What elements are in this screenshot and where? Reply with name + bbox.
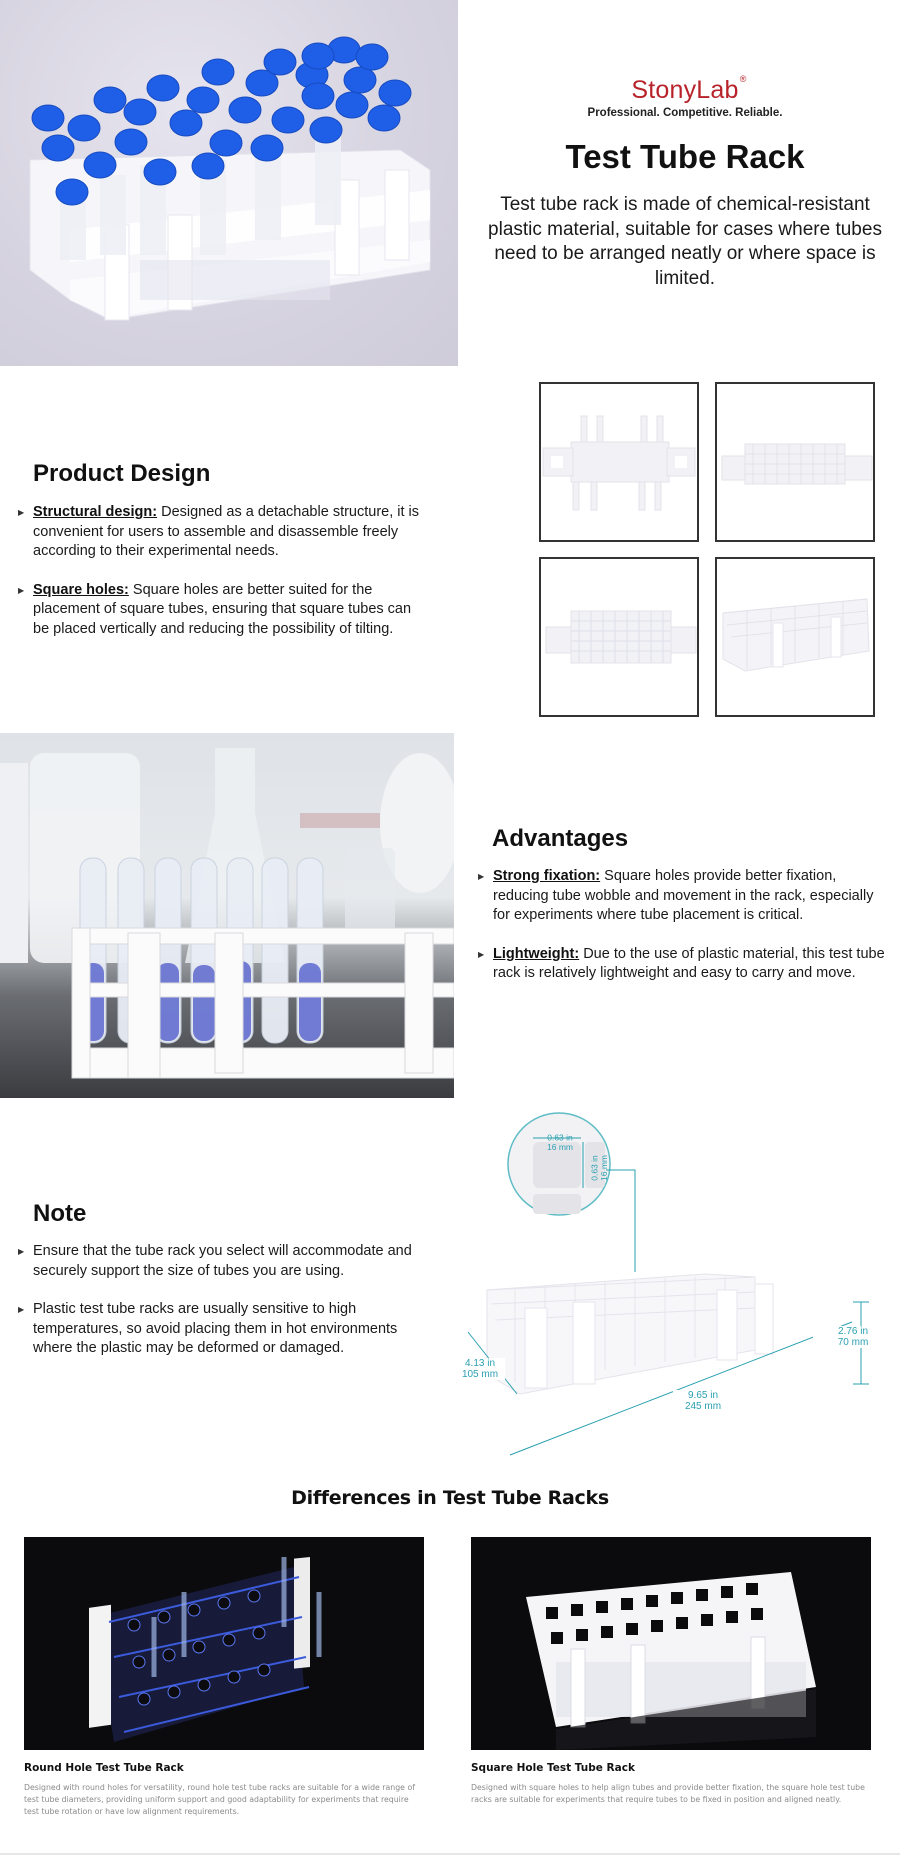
bullet-label: Structural design: [33,504,158,520]
bullet-triangle-icon: ▶ [18,508,25,517]
brand-logo [470,76,900,119]
square-hole-rack-illustration [471,1537,871,1750]
gallery-image-assembled-panels [539,557,699,717]
square-hole-rack-image [471,1537,871,1750]
advantages-title: Advantages [492,825,629,852]
bullet-text: Ensure that the tube rack you select will accommodate and securely support the size of tubes you are using. [33,1243,412,1279]
gallery-image-partial [715,382,875,542]
bullet-text: Designed as a detachable structure, it is convenient for users to assemble and disassemble freely according to their experimental needs. [33,504,420,559]
advantages-list [478,867,893,1003]
note-title: Note [33,1200,87,1227]
hole-width-label: 0.63 in 16 mm [547,1133,573,1153]
product-design-title: Product Design [33,460,211,487]
list-item [18,1300,423,1359]
square-hole-rack-description: Designed with square holes to help align tubes and provide better fixation, the square hole test tube racks are suitable for experiments that require tubes to be fixed in position and aligned neatly. [471,1783,865,1804]
rack-parts-flat-illustration [541,384,697,540]
bullet-text: Plastic test tube racks are usually sensitive to high temperatures, so avoid placing them in hot environments where the plastic may be deformed or damaged. [33,1301,398,1356]
round-hole-rack-name: Round Hole Test Tube Rack [24,1762,184,1774]
hero-product-image [0,0,458,366]
page-title: Test Tube Rack [565,138,805,175]
list-item [18,503,423,562]
product-design-list [18,503,423,658]
bullet-triangle-icon: ▶ [18,585,25,595]
round-hole-rack-illustration [24,1537,424,1750]
rack-side-panels-illustration [541,559,697,715]
hero-description: Test tube rack is made of chemical-resistant plastic material, suitable for cases where tubes need to be arranged neatly or where space is limited. [488,194,882,289]
height-label: 2.76 in 70 mm [813,1326,893,1348]
note-list [18,1242,423,1378]
dimension-diagram [455,1112,900,1462]
bullet-label: Strong fixation: [493,868,601,884]
bullet-triangle-icon: ▶ [478,949,485,959]
brand-tagline: Professional. Competitive. Reliable. [587,107,783,119]
rack-full-assembly-illustration [717,559,873,715]
bullet-triangle-icon: ▶ [18,1247,25,1256]
bullet-triangle-icon: ▶ [18,1305,25,1314]
registered-mark: ® [739,74,747,84]
bullet-label: Lightweight: [493,945,580,962]
list-item [18,1242,423,1281]
lab-photo [0,733,454,1098]
length-label: 9.65 in 245 mm [673,1390,733,1412]
list-item [18,581,423,640]
width-label: 4.13 in 105 mm [455,1358,505,1380]
square-hole-rack-name: Square Hole Test Tube Rack [471,1762,635,1774]
tube-rack-with-blue-caps-illustration [0,0,458,366]
bullet-triangle-icon: ▶ [478,872,485,881]
round-hole-rack-description: Designed with round holes for versatility, round hole test tube racks are suitable for a wide range of test tube diameters, providing uniform support and good adaptability for experiments that require test tube rotation or have low alignment requirements. [24,1783,415,1816]
bullet-text: Square holes provide better fixation, reducing tube wobble and movement in the rack, especially for experiments where tube placement is critical. [493,868,874,923]
differences-title: Differences in Test Tube Racks [291,1487,609,1509]
gallery-image-full-rack [715,557,875,717]
hole-depth-label: 0.63 in 16 mm [590,1155,610,1181]
list-item [478,945,893,984]
rack-partial-assembly-illustration [717,384,873,540]
bullet-text: Due to the use of plastic material, this test tube rack is relatively lightweight and easy to carry and move. [493,945,885,981]
list-item [478,867,893,926]
brand-name: StonyLab ® [631,74,747,104]
gallery-image-disassembled [539,382,699,542]
bottom-divider [0,1853,900,1855]
round-hole-rack-image [24,1537,424,1750]
bullet-text: Square holes are better suited for the placement of square tubes, ensuring that square tubes can be placed vertically and reducing the possibility of tilting. [33,581,412,637]
bullet-label: Square holes: [33,581,129,598]
test-tubes-in-rack-illustration [0,733,454,1098]
